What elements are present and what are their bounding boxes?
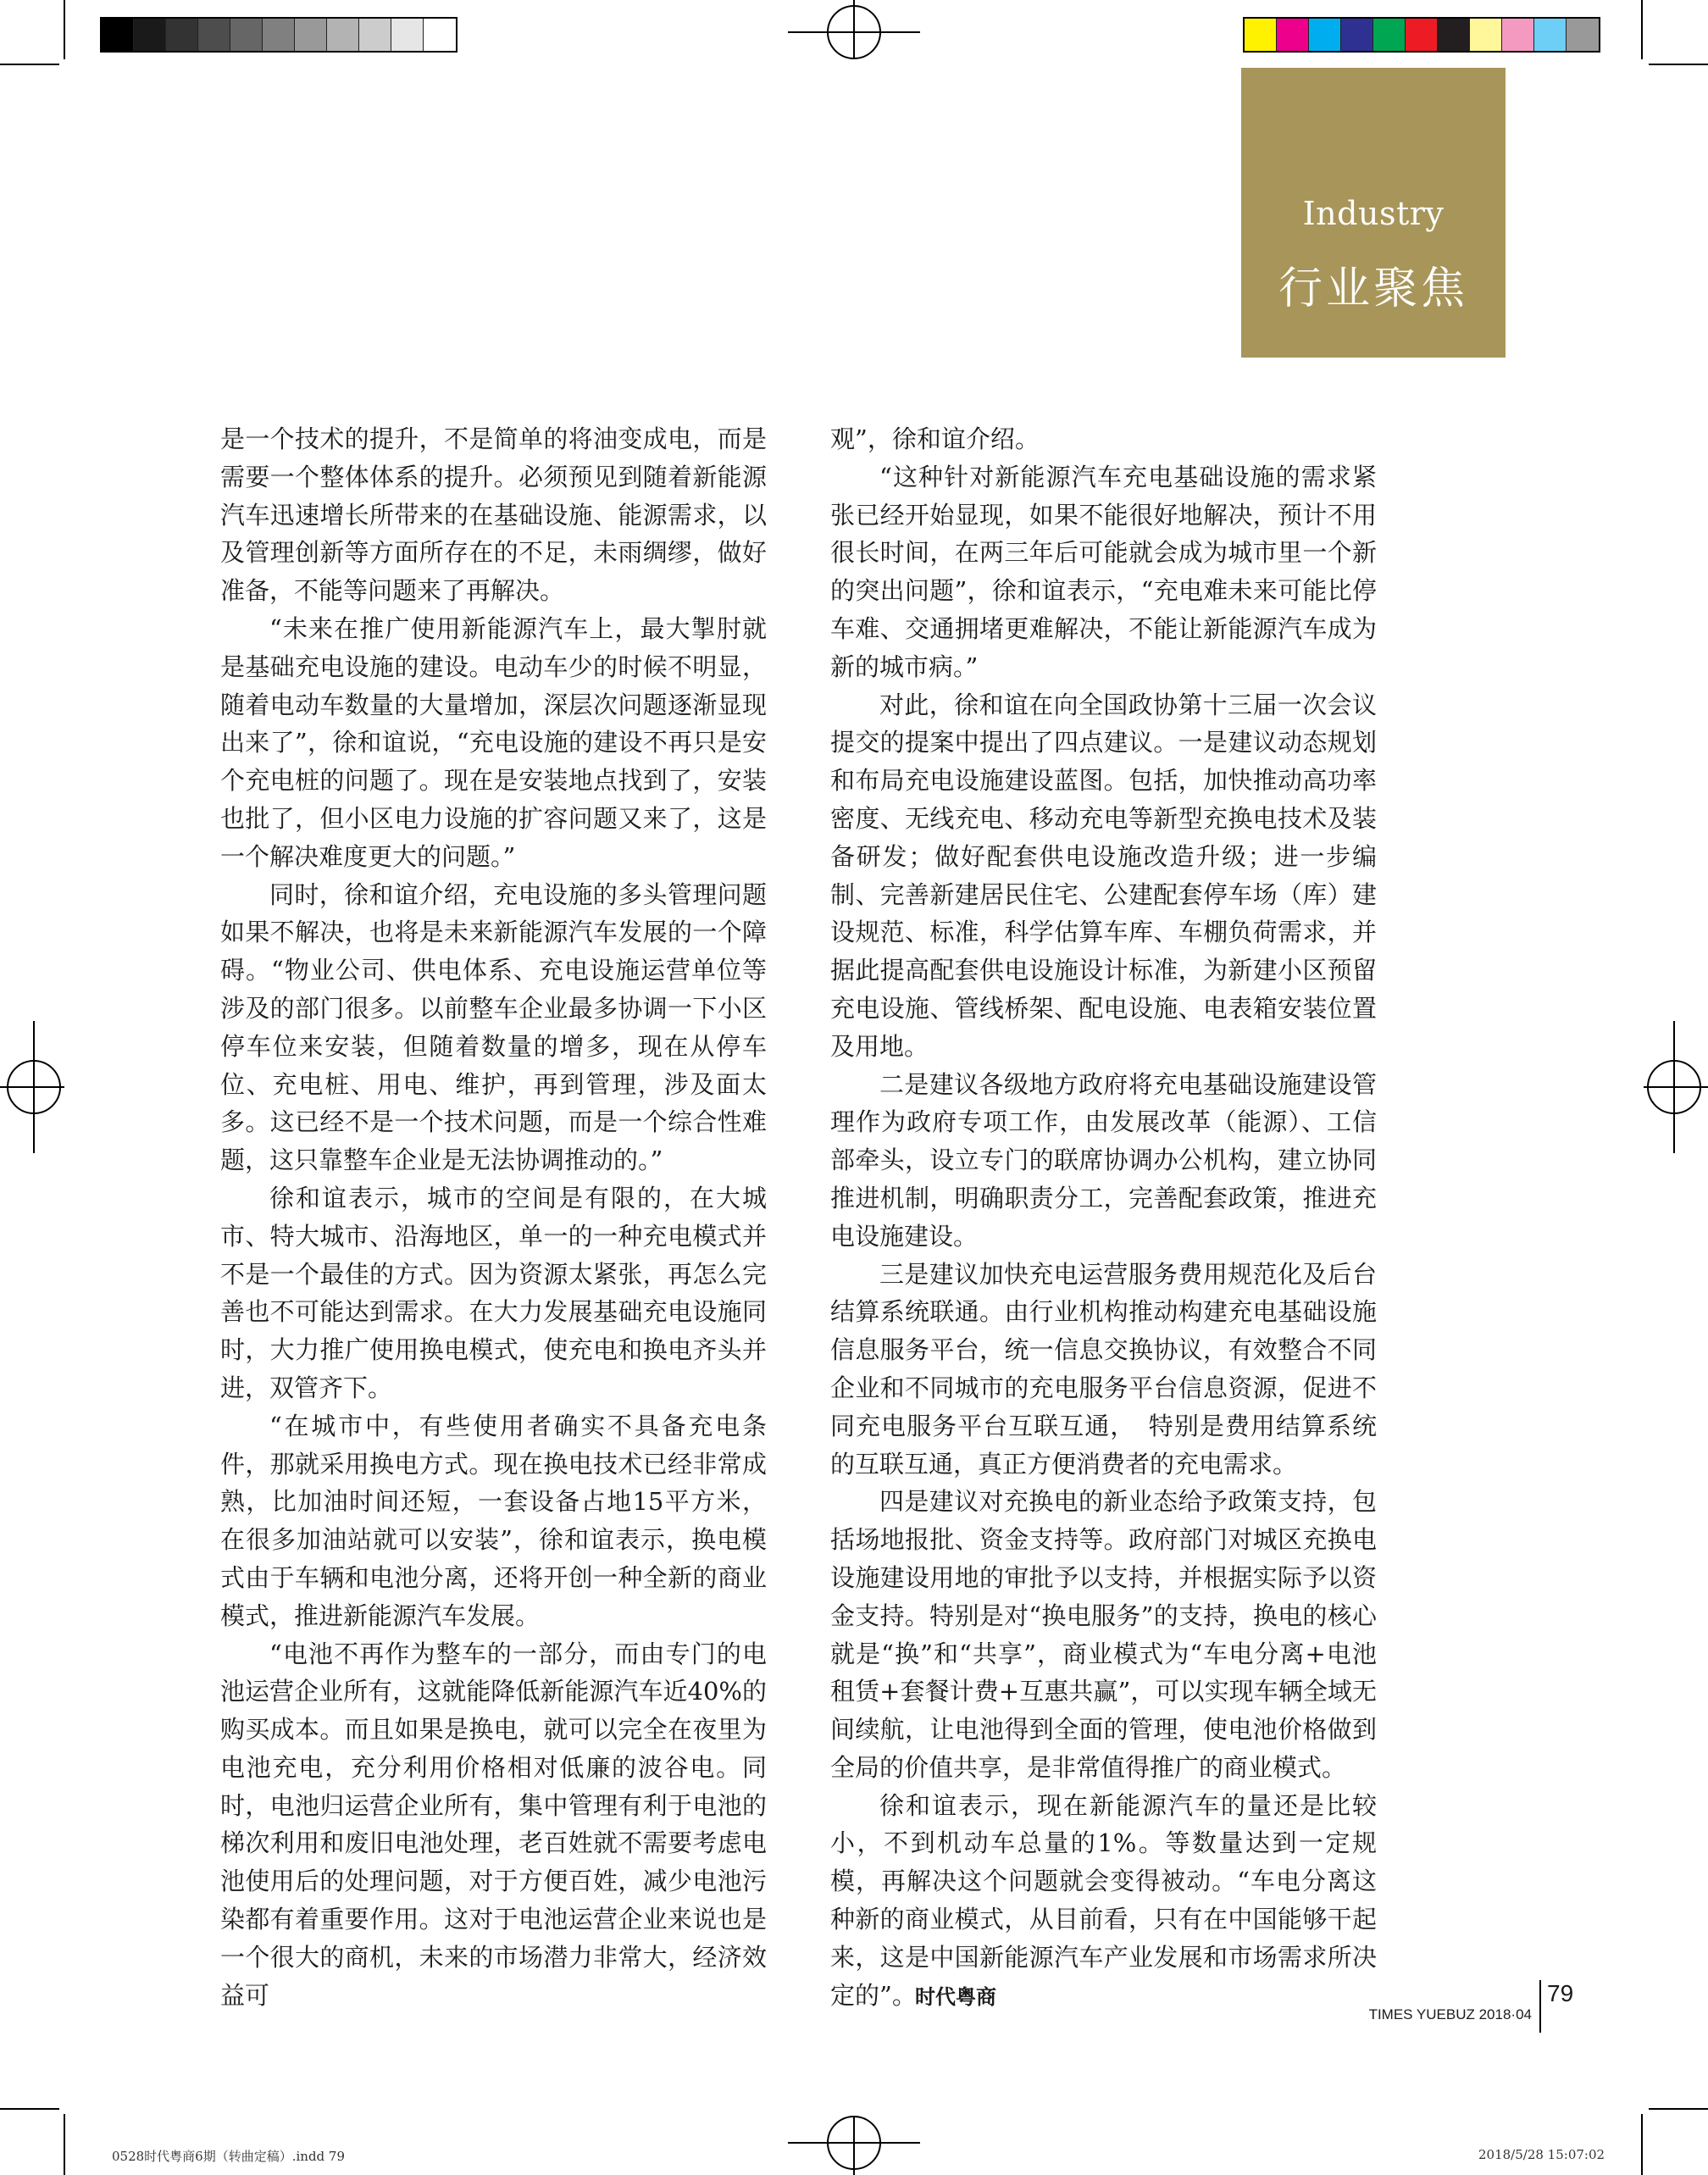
color-swatch (391, 19, 424, 51)
article-paragraph: 三是建议加快充电运营服务费用规范化及后台结算系统联通。由行业机构推动构建充电基础设施信息服务平台，统一信息交换协议，有效整合不同企业和不同城市的充电服务平台信息资源，促进不同充电服务平台互联互通， 特别是费用结算系统的互联互通，真正方便消费者的充电需求。 (830, 1259, 1377, 1479)
color-swatch (166, 19, 198, 51)
color-swatch (134, 19, 166, 51)
registration-line (1673, 1021, 1675, 1153)
color-swatch (295, 19, 327, 51)
registration-line (853, 2116, 855, 2175)
magazine-name: 时代粤商 (915, 1985, 996, 2009)
color-swatch (1309, 19, 1341, 51)
process-color-bar (1243, 17, 1600, 53)
article-paragraph: 二是建议各级地方政府将充电基础设施建设管理作为政府专项工作，由发展改革（能源）、工信部牵头，设立专门的联席协调办公机构，建立协同推进机制，明确职责分工，完善配套政策，推进充电设施建设。 (830, 1069, 1377, 1251)
section-tag (1241, 68, 1506, 358)
section-title-chinese: 行业聚焦 (1278, 264, 1468, 314)
article-paragraph: “电池不再作为整车的一部分，而由专门的电池运营企业所有，这就能降低新能源汽车近40%的购买成本。而且如果是换电，就可以完全在夜里为电池充电，充分利用价格相对低廉的波谷电。同时，电池归运营企业所有，集中管理有利于电池的梯次利用和废旧电池处理，老百姓就不需要考虑电池使用后的处理问题，对于方便百姓，减少电池污染都有着重要作用。这对于电池运营企业来说也是一个很大的商机，未来的市场潜力非常大，经济效益可 (220, 1639, 767, 2010)
color-swatch (327, 19, 359, 51)
color-swatch (359, 19, 391, 51)
registration-line (0, 1086, 64, 1088)
crop-mark (1641, 0, 1643, 59)
magazine-issue: TIMES YUEBUZ 2018·04 (1368, 2006, 1532, 2022)
article-paragraph: “未来在推广使用新能源汽车上，最大掣肘就是基础充电设施的建设。电动车少的时候不明显，随着电动车数量的大量增加，深层次问题逐渐显现出来了”，徐和谊说，“充电设施的建设不再只是安个充电桩的问题了。现在是安装地点找到了，安装也批了，但小区电力设施的扩容问题又来了，这是一个解决难度更大的问题。” (220, 613, 767, 871)
color-swatch (1341, 19, 1373, 51)
crop-mark (64, 2114, 65, 2175)
color-swatch (1373, 19, 1406, 51)
color-swatch (102, 19, 134, 51)
print-timestamp: 2018/5/28 15:07:02 (1478, 2147, 1605, 2162)
article-column-left (220, 420, 767, 2014)
crop-mark (1641, 2114, 1643, 2175)
crop-mark (1649, 64, 1708, 65)
color-swatch (1277, 19, 1309, 51)
article-paragraph: “这种针对新能源汽车充电基础设施的需求紧张已经开始显现，如果不能很好地解决，预计不用很长时间，在两三年后可能就会成为城市里一个新的突出问题”，徐和谊表示，“充电难未来可能比停车难、交通拥堵更难解决，不能让新能源汽车成为新的城市病。” (830, 462, 1377, 681)
registration-line (1644, 1086, 1708, 1088)
page-number: 79 (1547, 1980, 1574, 2006)
color-swatch (1470, 19, 1502, 51)
color-swatch (1534, 19, 1567, 51)
crop-mark (0, 64, 59, 65)
article-paragraph: 徐和谊表示，城市的空间是有限的，在大城市、特大城市、沿海地区，单一的一种充电模式并不是一个最佳的方式。因为资源太紧张，再怎么完善也不可能达到需求。在大力发展基础充电设施同时，大力推广使用换电模式，使充电和换电齐头并进，双管齐下。 (220, 1183, 767, 1402)
color-swatch (1567, 19, 1599, 51)
file-slug: 0528时代粤商6期（转曲定稿）.indd 79 (112, 2149, 346, 2164)
crop-mark (64, 0, 65, 59)
gray-color-bar (100, 17, 458, 53)
registration-line (33, 1021, 35, 1153)
article-paragraph: 四是建议对充换电的新业态给予政策支持，包括场地报批、资金支持等。政府部门对城区充换电设施建设用地的审批予以支持，并根据实际予以资金支持。特别是对“换电服务”的支持，换电的核心就是“换”和“共享”，商业模式为“车电分离+电池租赁+套餐计费+互惠共赢”，可以实现车辆全域无间续航，让电池得到全面的管理，使电池价格做到全局的价值共享，是非常值得推广的商业模式。 (830, 1487, 1377, 1782)
registration-line (853, 0, 855, 59)
color-swatch (263, 19, 295, 51)
color-swatch (1502, 19, 1534, 51)
crop-mark (1649, 2108, 1708, 2110)
color-swatch (1438, 19, 1470, 51)
color-swatch (198, 19, 230, 51)
article-paragraph: 徐和谊表示，现在新能源汽车的量还是比较小，不到机动车总量的1%。等数量达到一定规模，再解决这个问题就会变得被动。“车电分离这种新的商业模式，从目前看，只有在中国能够干起来，这是中国新能源汽车产业发展和市场需求所决定的”。 (830, 1790, 1377, 2010)
section-title-english: Industry (1302, 195, 1445, 232)
color-swatch (230, 19, 263, 51)
crop-mark (0, 2108, 59, 2110)
article-column-right (830, 420, 1377, 2014)
folio-divider (1539, 1980, 1541, 2033)
color-swatch (424, 19, 456, 51)
article-paragraph: 观”，徐和谊介绍。 (830, 424, 1040, 453)
color-swatch (1245, 19, 1277, 51)
article-paragraph: 对此，徐和谊在向全国政协第十三届一次会议提交的提案中提出了四点建议。一是建议动态规划和布局充电设施建设蓝图。包括，加快推动高功率密度、无线充电、移动充电等新型充换电技术及装备研发；做好配套供电设施改造升级；进一步编制、完善新建居民住宅、公建配套停车场（库）建设规范、标准，科学估算车库、车棚负荷需求，并据此提高配套供电设施设计标准，为新建小区预留充电设施、管线桥架、配电设施、电表箱安装位置及用地。 (830, 690, 1377, 1061)
article-paragraph: “在城市中，有些使用者确实不具备充电条件，那就采用换电方式。现在换电技术已经非常成熟，比加油时间还短，一套设备占地15平方米，在很多加油站就可以安装”，徐和谊表示，换电模式由于车辆和电池分离，还将开创一种全新的商业模式，推进新能源汽车发展。 (220, 1411, 767, 1630)
article-paragraph: 是一个技术的提升，不是简单的将油变成电，而是需要一个整体体系的提升。必须预见到随着新能源汽车迅速增长所带来的在基础设施、能源需求，以及管理创新等方面所存在的不足，未雨绸缪，做好准备，不能等问题来了再解决。 (220, 424, 767, 606)
article-paragraph: 同时，徐和谊介绍，充电设施的多头管理问题如果不解决，也将是未来新能源汽车发展的一个障碍。“物业公司、供电体系、充电设施运营单位等涉及的部门很多。以前整车企业最多协调一下小区停车位来安装，但随着数量的增多，现在从停车位、充电桩、用电、维护，再到管理，涉及面太多。这已经不是一个技术问题，而是一个综合性难题，这只靠整车企业是无法协调推动的。” (220, 879, 767, 1175)
color-swatch (1406, 19, 1438, 51)
